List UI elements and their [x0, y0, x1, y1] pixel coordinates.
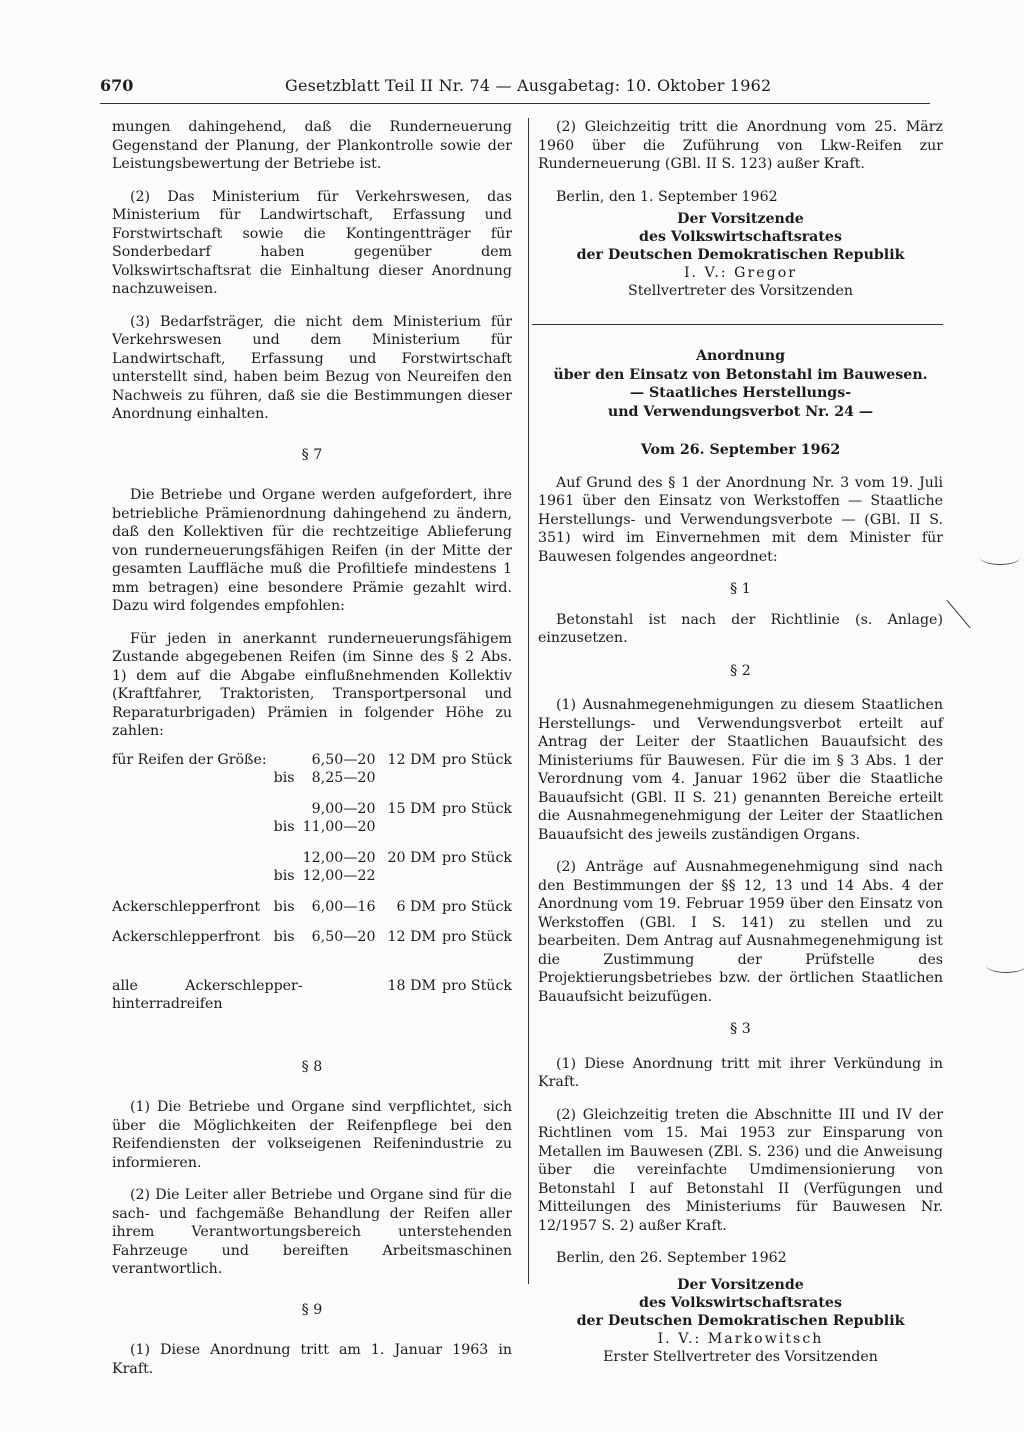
page-header [100, 76, 930, 100]
ordinance-title: Anordnung [695, 348, 786, 364]
table-cell: alle Ackerschlepper-hinterradreifen [112, 977, 303, 1012]
section-rule [532, 324, 943, 325]
table-cell: für Reifen der Größe: [112, 751, 267, 768]
ordinance-subtitle: und Verwendungsverbot Nr. 24 — [607, 403, 874, 420]
table-cell: pro Stück [441, 800, 512, 817]
table-cell: pro Stück [441, 751, 512, 768]
ordinance-date: Vom 26. September 1962 [640, 442, 841, 458]
table-cell: 6,50—20 [311, 929, 376, 945]
page-number: 670 [100, 76, 134, 95]
table-row [112, 769, 512, 788]
table-row [112, 788, 512, 819]
table-cell: pro Stück [441, 849, 512, 866]
paragraph: Die Betriebe und Organe werden aufgefordert, ihre betriebliche Prämienordnung dahingehend zu ändern, daß den Kollektiven für die rechtzeitige Ablieferung von runderneuerungsfähigen Reifen (in der Mitte der gesamten Lauffläche muß die Profiltiefe mindestens 1 mm betragen) eine besondere Prämie gezahlt wird. Dazu wird folgendes empfohlen: [112, 487, 512, 614]
table-row [112, 916, 512, 947]
signature-line: Stellvertreter des Vorsitzenden [627, 283, 854, 299]
table-cell: 6,50—20 [311, 751, 376, 768]
paragraph: (2) Anträge auf Ausnahmegenehmigung sind nach den Bestimmungen der §§ 12, 13 und 14 Abs. 4 der Anordnung vom 19. Februar 1959 über den Einsatz von Werkstoffen (GBl. I S. 141) zu stellen und zu bearbeiten. Dem Antrag auf Ausnahmegenehmigung ist die Zustimmung der Prüfstelle des Projektierungsbetriebes bzw. der örtlichen Staatlichen Bauaufsicht beizufügen. [538, 859, 943, 1005]
table-cell: 12,00—22 [302, 868, 376, 884]
signature-line: I. V.: Markowitsch [657, 1330, 824, 1347]
table-cell: bis [273, 819, 295, 835]
paragraph: Für jeden in anerkannt runderneuerungsfähigem Zustande abgegebenen Reifen (im Sinne des § 2 Abs. 1) dem auf die Abgabe einflußnehmenden Kollektiv (Kraftfahrer, Traktoristen, Transportpersonal und Reparaturbrigaden) Prämien in folgender Höhe zu zahlen: [112, 630, 512, 739]
table-cell: 15 DM [387, 800, 436, 817]
ordinance-title: über den Einsatz von Betonstahl im Bauwesen. [553, 366, 928, 383]
table-row [112, 947, 512, 1014]
paragraph: Betonstahl ist nach der Richtlinie (s. Anlage) einzusetzen. [538, 611, 943, 646]
paragraph: (2) Die Leiter aller Betriebe und Organe sind für die sach- und fachgemäße Behandlung der Reifen aller ihrem Verantwortungsbereich unterstehenden Fahrzeuge und bereiften Arbeitsmaschinen verantwortlich. [112, 1187, 512, 1277]
paragraph: (2) Gleichzeitig tritt die Anordnung vom 25. März 1960 über die Zuführung von Lkw-Reifen zur Runderneuerung (GBl. II S. 123) außer Kraft. [538, 119, 943, 172]
table-cell: pro Stück [441, 898, 512, 915]
table-cell: 8,25—20 [311, 770, 376, 786]
paragraph: (3) Bedarfsträger, die nicht dem Ministerium für Verkehrswesen und dem Ministerium für Landwirtschaft, Erfassung und Forstwirtschaft unterstellt sind, haben beim Bezug von Neureifen den Nachweis zu führen, daß sie die Bestimmungen dieser Anordnung einhalten. [112, 313, 512, 422]
table-cell: bis [273, 868, 295, 884]
section-heading-7: § 7 [301, 446, 323, 463]
section-heading-3: § 3 [730, 1021, 751, 1037]
signature-block [538, 210, 943, 300]
signature-line: Erster Stellvertreter des Vorsitzenden [603, 1348, 878, 1365]
signature-line: Der Vorsitzende [677, 1276, 804, 1293]
ordinance-subtitle: — Staatliches Herstellungs- [629, 385, 852, 401]
paragraph: (1) Die Betriebe und Organe sind verpflichtet, sich über die Möglichkeiten der Reifenpflege bei den Reifendiensten der volkseigenen Reifenindustrie zu informieren. [112, 1099, 512, 1171]
table-cell: bis [273, 929, 295, 945]
bonus-table [112, 751, 512, 1014]
place-date: Berlin, den 1. September 1962 [556, 188, 778, 205]
column-divider [528, 118, 529, 1284]
table-row [112, 837, 512, 868]
signature-line: I. V.: Gregor [683, 265, 798, 281]
signature-line: des Volkswirtschaftsrates [639, 229, 842, 245]
page-title: Gesetzblatt Teil II Nr. 74 — Ausgabetag: 10. Oktober 1962 [285, 76, 772, 95]
margin-pencil-mark [947, 600, 971, 628]
place-date: Berlin, den 26. September 1962 [556, 1250, 787, 1266]
table-cell: Ackerschlepperfront [112, 929, 261, 945]
paragraph: (2) Das Ministerium für Verkehrswesen, das Ministerium für Landwirtschaft, Erfassung und Forstwirtschaft sowie die Kontingentträger für Sonderbedarf haben gegenüber dem Volkswirtschaftsrat die Einhaltung dieser Anordnung nachzuweisen. [112, 188, 512, 297]
header-rule [100, 103, 930, 104]
margin-pencil-mark [980, 550, 1020, 565]
table-cell: bis [273, 898, 295, 915]
table-row [112, 886, 512, 917]
signature-line: der Deutschen Demokratischen Republik [576, 1312, 905, 1329]
signature-block [538, 1276, 943, 1366]
signature-line: der Deutschen Demokratischen Republik [576, 247, 905, 263]
table-cell: Ackerschlepperfront [112, 898, 261, 915]
table-cell: 18 DM [387, 977, 436, 994]
table-cell: 12 DM [387, 929, 436, 945]
paragraph: (1) Diese Anordnung tritt mit ihrer Verkündung in Kraft. [538, 1055, 943, 1090]
paragraph: Auf Grund des § 1 der Anordnung Nr. 3 vom 19. Juli 1961 über den Einsatz von Werkstoffen — Staatliche Herstellungs- und Verwendungsverbote — (GBl. II S. 351) wird im Einvernehmen mit dem Minister für Bauwesen folgendes angeordnet: [538, 474, 943, 565]
table-row [112, 867, 512, 886]
table-cell: pro Stück [441, 977, 512, 994]
margin-pencil-mark [986, 958, 1024, 973]
table-cell: 9,00—20 [311, 800, 376, 817]
right-column [538, 118, 943, 1366]
table-cell: 11,00—20 [302, 819, 376, 835]
table-cell: 6,00—16 [311, 898, 376, 915]
paragraph: mungen dahingehend, daß die Runderneuerung Gegenstand der Planung, der Plankontrolle sowie der Leistungsbewertung der Betriebe ist. [112, 119, 512, 172]
signature-line: des Volkswirtschaftsrates [639, 1294, 842, 1311]
section-heading-2: § 2 [730, 662, 751, 679]
table-cell: bis [273, 770, 295, 786]
paragraph: (1) Ausnahmegenehmigungen zu diesem Staatlichen Herstellungs- und Verwendungsverbot erteilt auf Antrag der Leiter der Staatlichen Bauaufsicht des Ministeriums für Bauwesen. Für die im § 3 Abs. 1 der Verordnung vom 4. Januar 1962 über die Staatliche Bauaufsicht (GBl. II S. 21) genannten Bereiche erteilt die Ausnahmegenehmigung der Leiter der Staatlichen Bauaufsicht des jeweils zuständigen Organs. [538, 697, 943, 843]
signature-line: Der Vorsitzende [677, 211, 804, 227]
table-cell: pro Stück [441, 929, 512, 945]
section-heading-1: § 1 [730, 581, 751, 597]
paragraph: (1) Diese Anordnung tritt am 1. Januar 1963 in Kraft. [112, 1342, 512, 1377]
section-heading-8: § 8 [301, 1058, 323, 1075]
left-column [112, 118, 512, 1392]
section-heading-9: § 9 [301, 1301, 323, 1318]
table-row [112, 818, 512, 837]
table-cell: 12 DM [387, 751, 436, 768]
table-cell: 20 DM [387, 849, 436, 866]
paragraph: (2) Gleichzeitig treten die Abschnitte III und IV der Richtlinen vom 15. Mai 1953 zur Einsparung von Metallen im Bauwesen (ZBl. S. 236) und die Anweisung über die vereinfachte Umdimensionierung von Betonstahl I auf Betonstahl II (Verfügungen und Mitteilungen des Ministeriums für Bauwesen Nr. 12/1957 S. 2) außer Kraft. [538, 1106, 943, 1234]
table-cell: 12,00—20 [302, 849, 376, 866]
table-row [112, 751, 512, 770]
table-cell: 6 DM [396, 898, 436, 915]
